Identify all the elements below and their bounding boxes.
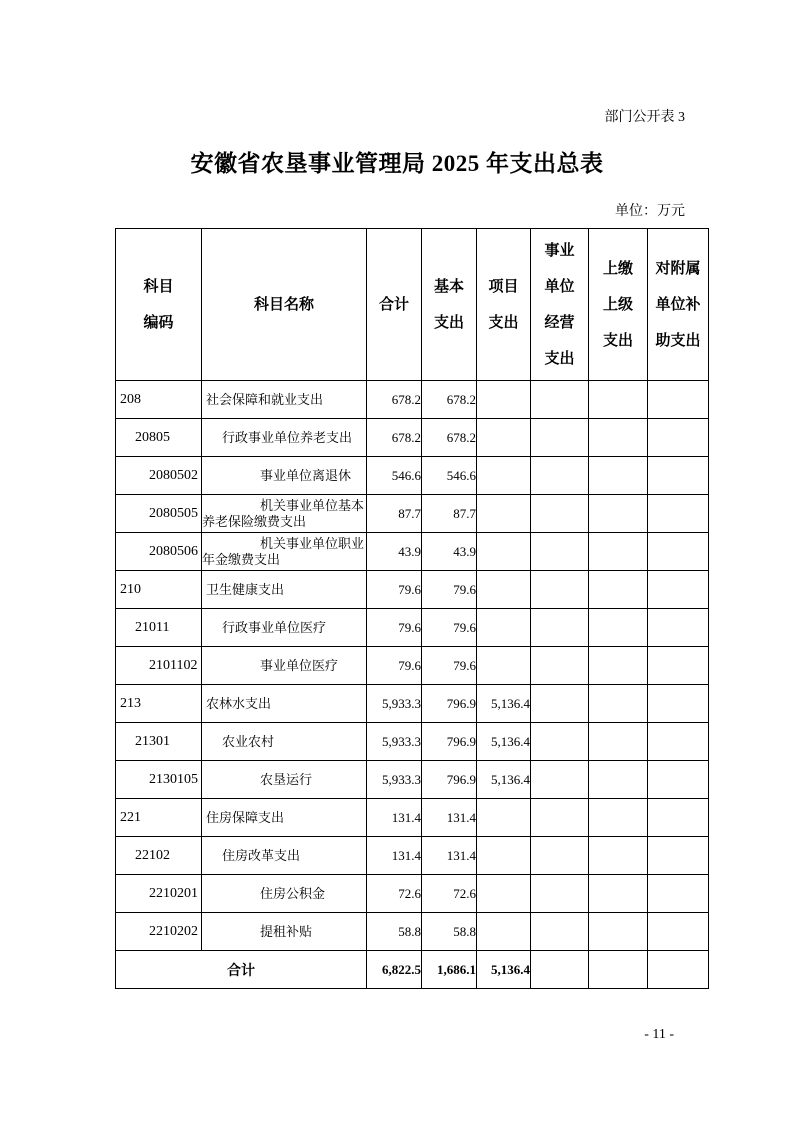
col-header-upper: [589, 229, 648, 381]
cell-basic: 79.6: [422, 647, 477, 685]
cell-upper: [589, 837, 648, 875]
cell-upper: [589, 647, 648, 685]
page-number: - 11 -: [644, 1027, 674, 1042]
cell-total: 79.6: [367, 571, 422, 609]
cell-project: [477, 571, 531, 609]
cell-total: 6,822.5: [367, 951, 422, 989]
table-row: [116, 875, 709, 913]
cell-code: 2101102: [116, 647, 202, 685]
cell-upper: [589, 419, 648, 457]
cell-subsidy: [648, 875, 709, 913]
cell-project: 5,136.4: [477, 761, 531, 799]
cell-upper: [589, 685, 648, 723]
cell-project: [477, 609, 531, 647]
col-header-line: 上缴: [602, 260, 633, 277]
cell-subsidy: [648, 913, 709, 951]
col-header-line: 编码: [143, 314, 174, 331]
table-row: [116, 457, 709, 495]
cell-upper: [589, 875, 648, 913]
cell-subsidy: [648, 799, 709, 837]
cell-code: 21011: [116, 609, 202, 647]
cell-project: 5,136.4: [477, 723, 531, 761]
table-header-row: [116, 229, 709, 381]
cell-subsidy: [648, 533, 709, 571]
cell-code: 2210202: [116, 913, 202, 951]
col-header-line: 助支出: [655, 332, 701, 349]
table-row: [116, 419, 709, 457]
cell-name: 农林水支出: [202, 685, 367, 723]
cell-code: 2130105: [116, 761, 202, 799]
col-header-line: 支出: [602, 332, 633, 349]
cell-code: 208: [116, 381, 202, 419]
cell-name: 农垦运行: [202, 761, 367, 799]
col-header-code: [116, 229, 202, 381]
col-header-project: [477, 229, 531, 381]
cell-name: 行政事业单位医疗: [202, 609, 367, 647]
cell-total: 43.9: [367, 533, 422, 571]
cell-basic: 678.2: [422, 381, 477, 419]
cell-name: 住房改革支出: [202, 837, 367, 875]
table-row: [116, 571, 709, 609]
cell-basic: 131.4: [422, 799, 477, 837]
cell-subsidy: [648, 723, 709, 761]
cell-project: [477, 913, 531, 951]
table-row: [116, 761, 709, 799]
col-header-line: 合计: [378, 296, 409, 313]
cell-project: 5,136.4: [477, 685, 531, 723]
table-row: [116, 381, 709, 419]
cell-code: 210: [116, 571, 202, 609]
cell-basic: 796.9: [422, 723, 477, 761]
cell-code: 213: [116, 685, 202, 723]
cell-project: [477, 799, 531, 837]
cell-code: 2080505: [116, 495, 202, 533]
cell-name: 事业单位离退休: [202, 457, 367, 495]
cell-basic: 678.2: [422, 419, 477, 457]
cell-subsidy: [648, 457, 709, 495]
cell-business: [531, 647, 589, 685]
cell-business: [531, 723, 589, 761]
cell-business: [531, 837, 589, 875]
cell-basic: 796.9: [422, 761, 477, 799]
cell-business: [531, 381, 589, 419]
table-row: [116, 495, 709, 533]
col-header-total: [367, 229, 422, 381]
cell-total-label: 合计: [116, 951, 367, 989]
cell-business: [531, 533, 589, 571]
cell-upper: [589, 533, 648, 571]
cell-total: 79.6: [367, 609, 422, 647]
cell-name: 卫生健康支出: [202, 571, 367, 609]
cell-upper: [589, 951, 648, 989]
cell-upper: [589, 723, 648, 761]
cell-basic: 1,686.1: [422, 951, 477, 989]
cell-business: [531, 419, 589, 457]
table-row: [116, 837, 709, 875]
cell-code: 21301: [116, 723, 202, 761]
cell-total: 678.2: [367, 419, 422, 457]
doc-public-table-label: 部门公开表 3: [604, 110, 685, 125]
cell-total: 79.6: [367, 647, 422, 685]
cell-business: [531, 799, 589, 837]
cell-basic: 58.8: [422, 913, 477, 951]
cell-name: 农业农村: [202, 723, 367, 761]
cell-subsidy: [648, 419, 709, 457]
cell-name: 提租补贴: [202, 913, 367, 951]
cell-code: 20805: [116, 419, 202, 457]
cell-total: 58.8: [367, 913, 422, 951]
col-header-basic: [422, 229, 477, 381]
cell-project: [477, 381, 531, 419]
cell-subsidy: [648, 381, 709, 419]
cell-basic: 72.6: [422, 875, 477, 913]
cell-project: [477, 495, 531, 533]
table-total-row: [116, 951, 709, 989]
cell-total: 5,933.3: [367, 723, 422, 761]
cell-subsidy: [648, 837, 709, 875]
cell-name: 机关事业单位基本养老保险缴费支出: [202, 495, 367, 533]
col-header-line: 上级: [602, 296, 633, 313]
cell-project: [477, 533, 531, 571]
cell-subsidy: [648, 685, 709, 723]
cell-project: 5,136.4: [477, 951, 531, 989]
table-row: [116, 913, 709, 951]
cell-subsidy: [648, 647, 709, 685]
cell-business: [531, 571, 589, 609]
col-header-line: 科目名称: [253, 296, 314, 313]
col-header-business: [531, 229, 589, 381]
table-row: [116, 685, 709, 723]
cell-subsidy: [648, 609, 709, 647]
col-header-line: 事业: [544, 242, 575, 259]
cell-code: 221: [116, 799, 202, 837]
cell-code: 2080502: [116, 457, 202, 495]
table-row: [116, 723, 709, 761]
col-header-name: [202, 229, 367, 381]
cell-subsidy: [648, 571, 709, 609]
col-header-line: 支出: [544, 350, 575, 367]
cell-business: [531, 951, 589, 989]
col-header-line: 科目: [143, 278, 174, 295]
cell-total: 5,933.3: [367, 685, 422, 723]
cell-business: [531, 457, 589, 495]
cell-basic: 87.7: [422, 495, 477, 533]
col-header-line: 对附属: [655, 260, 701, 277]
cell-code: 2080506: [116, 533, 202, 571]
cell-total: 678.2: [367, 381, 422, 419]
cell-name: 事业单位医疗: [202, 647, 367, 685]
cell-code: 2210201: [116, 875, 202, 913]
col-header-line: 项目: [488, 278, 519, 295]
cell-total: 131.4: [367, 837, 422, 875]
cell-basic: 796.9: [422, 685, 477, 723]
page-title: 安徽省农垦事业管理局 2025 年支出总表: [190, 151, 604, 176]
cell-code: 22102: [116, 837, 202, 875]
cell-business: [531, 609, 589, 647]
cell-project: [477, 875, 531, 913]
cell-basic: 43.9: [422, 533, 477, 571]
cell-basic: 131.4: [422, 837, 477, 875]
cell-name: 住房公积金: [202, 875, 367, 913]
cell-project: [477, 419, 531, 457]
col-header-line: 经营: [544, 314, 575, 331]
cell-business: [531, 495, 589, 533]
table-row: [116, 533, 709, 571]
cell-business: [531, 685, 589, 723]
col-header-line: 单位补: [655, 296, 701, 313]
cell-total: 131.4: [367, 799, 422, 837]
cell-upper: [589, 761, 648, 799]
cell-basic: 79.6: [422, 571, 477, 609]
cell-business: [531, 913, 589, 951]
cell-basic: 79.6: [422, 609, 477, 647]
cell-basic: 546.6: [422, 457, 477, 495]
cell-upper: [589, 609, 648, 647]
cell-total: 87.7: [367, 495, 422, 533]
cell-project: [477, 647, 531, 685]
table-row: [116, 799, 709, 837]
cell-upper: [589, 381, 648, 419]
table-row: [116, 609, 709, 647]
cell-subsidy: [648, 951, 709, 989]
unit-label: 单位：万元: [615, 204, 685, 219]
cell-total: 72.6: [367, 875, 422, 913]
expenditure-table: [115, 228, 709, 989]
cell-name: 行政事业单位养老支出: [202, 419, 367, 457]
col-header-line: 支出: [433, 314, 464, 331]
cell-subsidy: [648, 495, 709, 533]
cell-name: 机关事业单位职业年金缴费支出: [202, 533, 367, 571]
table-row: [116, 647, 709, 685]
cell-project: [477, 837, 531, 875]
cell-business: [531, 875, 589, 913]
cell-project: [477, 457, 531, 495]
col-header-line: 基本: [433, 278, 464, 295]
cell-upper: [589, 799, 648, 837]
col-header-line: 支出: [488, 314, 519, 331]
cell-name: 住房保障支出: [202, 799, 367, 837]
cell-name: 社会保障和就业支出: [202, 381, 367, 419]
cell-upper: [589, 457, 648, 495]
cell-upper: [589, 913, 648, 951]
col-header-line: 单位: [544, 278, 575, 295]
cell-business: [531, 761, 589, 799]
cell-total: 5,933.3: [367, 761, 422, 799]
cell-subsidy: [648, 761, 709, 799]
cell-upper: [589, 571, 648, 609]
col-header-subsidy: [648, 229, 709, 381]
cell-upper: [589, 495, 648, 533]
cell-total: 546.6: [367, 457, 422, 495]
